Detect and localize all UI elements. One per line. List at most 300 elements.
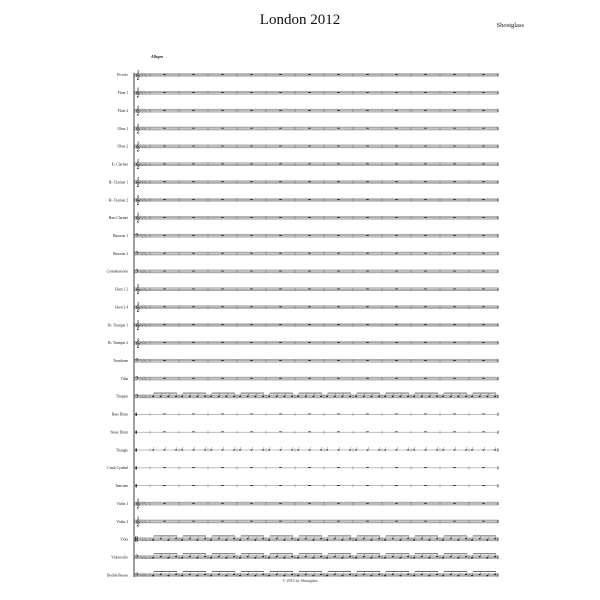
flat-icon: ♭: [143, 143, 146, 148]
whole-rest: [337, 74, 340, 75]
note-head: [334, 574, 336, 575]
whole-rest: [192, 467, 195, 468]
flat-icon: ♭: [141, 234, 144, 239]
note-head: [413, 396, 415, 397]
note-head: [465, 538, 467, 539]
whole-rest: [453, 431, 456, 432]
note-head: [392, 556, 394, 557]
whole-rest: [221, 199, 224, 200]
whole-rest: [337, 271, 340, 272]
whole-rest: [308, 271, 311, 272]
whole-rest: [424, 199, 427, 200]
whole-rest: [279, 324, 282, 325]
flat-icon: ♭: [141, 573, 144, 578]
whole-rest: [308, 146, 311, 147]
composer-name: Shostglass: [496, 22, 524, 29]
note-head: [407, 538, 409, 539]
note-head: [305, 538, 307, 539]
whole-rest: [366, 521, 369, 522]
flat-icon: ♭: [145, 127, 148, 132]
whole-rest: [250, 306, 253, 307]
note-head: [479, 574, 481, 575]
note-head: [160, 556, 162, 557]
note-head: [428, 575, 430, 576]
flat-icon: ♭: [141, 216, 144, 221]
note-head: [349, 574, 351, 575]
whole-rest: [482, 92, 485, 93]
percussion-clef-icon: [136, 484, 137, 487]
note-head: [363, 396, 365, 397]
note-head: [196, 539, 198, 540]
whole-rest: [192, 74, 195, 75]
note-head: [326, 396, 328, 397]
whole-rest: [308, 199, 311, 200]
flat-icon: ♭: [145, 395, 148, 400]
whole-rest: [308, 128, 311, 129]
whole-rest: [395, 181, 398, 182]
whole-rest: [221, 306, 224, 307]
whole-rest: [192, 146, 195, 147]
whole-rest: [192, 110, 195, 111]
whole-rest: [279, 467, 282, 468]
whole-rest: [221, 110, 224, 111]
flat-icon: ♭: [145, 216, 148, 221]
whole-rest: [163, 414, 166, 415]
note-head: [218, 538, 220, 539]
whole-rest: [453, 324, 456, 325]
note-head: [225, 575, 227, 576]
flat-icon: ♭: [143, 108, 146, 113]
note-head: [254, 575, 256, 576]
clef-icon: 𝄞: [135, 141, 141, 152]
whole-rest: [453, 485, 456, 486]
whole-rest: [163, 289, 166, 290]
whole-rest: [279, 360, 282, 361]
note-head: [378, 538, 380, 539]
note-head: [341, 539, 343, 540]
flat-icon: ♭: [143, 358, 146, 363]
flat-icon: ♭: [145, 305, 148, 310]
flat-icon: ♭: [140, 161, 142, 166]
whole-rest: [424, 521, 427, 522]
note-head: [471, 449, 473, 450]
clef-icon: 𝄞: [135, 320, 141, 331]
instrument-label: Triangle: [115, 448, 128, 453]
whole-rest: [482, 110, 485, 111]
note-head: [239, 575, 241, 576]
whole-rest: [395, 431, 398, 432]
note-head: [251, 449, 253, 450]
whole-rest: [366, 253, 369, 254]
whole-rest: [395, 306, 398, 307]
note-head: [334, 556, 336, 557]
clef-icon: 𝄢: [135, 375, 139, 383]
whole-rest: [221, 181, 224, 182]
note-head: [247, 396, 249, 397]
whole-rest: [250, 324, 253, 325]
note-head: [239, 449, 241, 450]
note-head: [407, 449, 409, 450]
whole-rest: [395, 503, 398, 504]
note-head: [421, 556, 423, 557]
whole-rest: [279, 485, 282, 486]
note-head: [233, 556, 235, 557]
note-head: [442, 449, 444, 450]
staff-21: [111, 430, 498, 434]
staff-26: [116, 516, 498, 527]
clef-icon: 𝄞: [135, 88, 141, 99]
whole-rest: [395, 163, 398, 164]
whole-rest: [221, 235, 224, 236]
whole-rest: [308, 414, 311, 415]
flat-icon: ♭: [141, 520, 144, 525]
note-head: [436, 449, 438, 450]
whole-rest: [163, 503, 166, 504]
note-head: [152, 396, 154, 397]
note-head: [210, 449, 212, 450]
whole-rest: [279, 431, 282, 432]
whole-rest: [279, 271, 282, 272]
staff-19: [116, 393, 498, 401]
note-head: [326, 449, 328, 450]
note-head: [370, 557, 372, 558]
instrument-label: Bassoon 2: [113, 251, 128, 256]
note-head: [218, 396, 220, 397]
flat-icon: ♭: [143, 197, 146, 202]
note-head: [164, 449, 166, 450]
instrument-label: Horn 1 2: [115, 287, 128, 292]
whole-rest: [163, 306, 166, 307]
staff-10: [113, 233, 498, 240]
note-head: [370, 539, 372, 540]
whole-rest: [482, 289, 485, 290]
note-head: [355, 557, 357, 558]
note-head: [384, 449, 386, 450]
note-head: [189, 538, 191, 539]
whole-rest: [221, 92, 224, 93]
staff-25: [116, 498, 498, 509]
whole-rest: [424, 253, 427, 254]
flat-icon: ♭: [141, 341, 144, 346]
clef-icon: 𝄢: [135, 358, 139, 366]
whole-rest: [453, 163, 456, 164]
note-head: [262, 574, 264, 575]
note-head: [479, 538, 481, 539]
whole-rest: [424, 414, 427, 415]
flat-icon: ♭: [140, 197, 142, 202]
whole-rest: [163, 271, 166, 272]
whole-rest: [221, 324, 224, 325]
note-head: [276, 538, 278, 539]
note-head: [349, 449, 351, 450]
whole-rest: [337, 467, 340, 468]
whole-rest: [250, 414, 253, 415]
note-head: [222, 449, 224, 450]
flat-icon: ♭: [145, 555, 148, 560]
instrument-label: Timpani: [115, 394, 128, 399]
whole-rest: [192, 163, 195, 164]
note-head: [305, 574, 307, 575]
whole-rest: [163, 199, 166, 200]
percussion-clef-icon: [136, 431, 137, 434]
whole-rest: [337, 110, 340, 111]
whole-rest: [453, 199, 456, 200]
note-head: [326, 575, 328, 576]
whole-rest: [366, 467, 369, 468]
whole-rest: [250, 378, 253, 379]
note-head: [355, 575, 357, 576]
whole-rest: [337, 521, 340, 522]
whole-rest: [337, 235, 340, 236]
flat-icon: ♭: [143, 125, 146, 130]
whole-rest: [250, 74, 253, 75]
instrument-label: Oboe 1: [117, 126, 128, 131]
whole-rest: [163, 431, 166, 432]
whole-rest: [366, 289, 369, 290]
flat-icon: ♭: [140, 125, 142, 130]
staff-24: [115, 484, 498, 488]
whole-rest: [482, 503, 485, 504]
note-head: [210, 539, 212, 540]
note-head: [320, 538, 322, 539]
note-head: [407, 574, 409, 575]
staff-7: [109, 177, 498, 188]
note-head: [326, 539, 328, 540]
instrument-label: Piccolo: [117, 73, 128, 78]
whole-rest: [250, 521, 253, 522]
percussion-clef-icon: [136, 449, 137, 452]
note-head: [349, 538, 351, 539]
whole-rest: [453, 414, 456, 415]
whole-rest: [453, 146, 456, 147]
whole-rest: [279, 503, 282, 504]
note-head: [399, 557, 401, 558]
flat-icon: ♭: [141, 305, 144, 310]
whole-rest: [482, 199, 485, 200]
whole-rest: [192, 378, 195, 379]
instrument-label: Violin 1: [116, 501, 128, 506]
note-head: [280, 449, 282, 450]
whole-rest: [192, 92, 195, 93]
flat-icon: ♭: [145, 252, 148, 257]
whole-rest: [163, 485, 166, 486]
whole-rest: [482, 306, 485, 307]
flat-icon: ♭: [140, 358, 142, 363]
whole-rest: [308, 324, 311, 325]
whole-rest: [337, 146, 340, 147]
whole-rest: [366, 235, 369, 236]
note-head: [283, 539, 285, 540]
note-head: [233, 574, 235, 575]
note-head: [204, 556, 206, 557]
instrument-label: Snare Drum: [110, 430, 128, 435]
whole-rest: [395, 414, 398, 415]
whole-rest: [192, 414, 195, 415]
whole-rest: [192, 521, 195, 522]
note-head: [454, 449, 456, 450]
whole-rest: [366, 485, 369, 486]
note-head: [320, 396, 322, 397]
staff-6: [112, 159, 498, 170]
staff-17: [113, 358, 498, 365]
flat-icon: ♭: [143, 233, 146, 238]
whole-rest: [424, 217, 427, 218]
instrument-label: Bassoon 1: [113, 233, 128, 238]
staff-20: [112, 413, 498, 417]
note-head: [204, 574, 206, 575]
whole-rest: [250, 503, 253, 504]
note-head: [262, 538, 264, 539]
whole-rest: [366, 503, 369, 504]
whole-rest: [453, 271, 456, 272]
whole-rest: [482, 414, 485, 415]
clef-icon: 𝄢: [135, 393, 139, 401]
clef-icon: 𝄞: [135, 70, 141, 81]
note-head: [413, 557, 415, 558]
clef-icon: 𝄞: [135, 213, 141, 224]
note-head: [152, 539, 154, 540]
note-head: [305, 556, 307, 557]
flat-icon: ♭: [141, 395, 144, 400]
note-head: [312, 575, 314, 576]
note-head: [175, 574, 177, 575]
whole-rest: [366, 199, 369, 200]
whole-rest: [453, 342, 456, 343]
note-head: [355, 539, 357, 540]
whole-rest: [279, 217, 282, 218]
whole-rest: [308, 163, 311, 164]
note-head: [312, 539, 314, 540]
note-head: [225, 539, 227, 540]
whole-rest: [424, 271, 427, 272]
instrument-label: B♭ Trumpet 1: [108, 323, 128, 328]
whole-rest: [424, 289, 427, 290]
instrument-label: B♭ Clarinet 1: [108, 180, 128, 185]
instrument-label: Crash Cymbal: [107, 466, 128, 471]
note-head: [349, 556, 351, 557]
note-head: [442, 575, 444, 576]
whole-rest: [366, 110, 369, 111]
instrument-label: Oboe 2: [117, 144, 128, 149]
whole-rest: [366, 146, 369, 147]
whole-rest: [308, 378, 311, 379]
whole-rest: [250, 253, 253, 254]
whole-rest: [395, 92, 398, 93]
whole-rest: [221, 163, 224, 164]
note-head: [268, 575, 270, 576]
whole-rest: [424, 503, 427, 504]
note-head: [355, 396, 357, 397]
whole-rest: [424, 324, 427, 325]
note-head: [367, 449, 369, 450]
note-head: [334, 538, 336, 539]
instrument-label: Violoncello: [111, 555, 128, 560]
clef-icon: 𝄢: [135, 250, 139, 258]
note-head: [471, 557, 473, 558]
note-head: [268, 396, 270, 397]
note-head: [326, 557, 328, 558]
flat-icon: ♭: [140, 268, 142, 273]
flat-icon: ♭: [141, 502, 144, 507]
whole-rest: [366, 378, 369, 379]
whole-rest: [279, 378, 282, 379]
whole-rest: [163, 253, 166, 254]
whole-rest: [192, 289, 195, 290]
whole-rest: [424, 181, 427, 182]
note-head: [341, 557, 343, 558]
flat-icon: ♭: [143, 340, 146, 345]
flat-icon: ♭: [141, 198, 144, 203]
whole-rest: [453, 217, 456, 218]
note-head: [210, 396, 212, 397]
whole-rest: [279, 253, 282, 254]
whole-rest: [221, 271, 224, 272]
whole-rest: [279, 110, 282, 111]
note-head: [189, 574, 191, 575]
note-head: [399, 575, 401, 576]
note-head: [436, 538, 438, 539]
whole-rest: [424, 360, 427, 361]
whole-rest: [308, 253, 311, 254]
clef-icon: 𝄞: [135, 123, 141, 134]
instrument-label: Viola: [120, 537, 128, 542]
whole-rest: [221, 342, 224, 343]
note-head: [396, 449, 398, 450]
flat-icon: ♭: [145, 198, 148, 203]
clef-icon: 𝄢: [135, 268, 139, 276]
whole-rest: [163, 235, 166, 236]
whole-rest: [250, 92, 253, 93]
instrument-label: Tam-tam: [115, 484, 128, 489]
whole-rest: [163, 342, 166, 343]
whole-rest: [250, 217, 253, 218]
flat-icon: ♭: [140, 536, 142, 541]
whole-rest: [250, 110, 253, 111]
whole-rest: [366, 163, 369, 164]
note-head: [196, 575, 198, 576]
whole-rest: [482, 271, 485, 272]
note-head: [204, 538, 206, 539]
note-head: [291, 556, 293, 557]
whole-rest: [221, 74, 224, 75]
whole-rest: [424, 467, 427, 468]
whole-rest: [482, 146, 485, 147]
whole-rest: [337, 342, 340, 343]
note-head: [442, 557, 444, 558]
note-head: [450, 556, 452, 557]
flat-icon: ♭: [140, 215, 142, 220]
staff-12: [107, 269, 498, 276]
flat-icon: ♭: [143, 322, 146, 327]
whole-rest: [308, 431, 311, 432]
whole-rest: [337, 324, 340, 325]
note-head: [175, 449, 177, 450]
whole-rest: [337, 360, 340, 361]
clef-icon: 𝄞: [135, 302, 141, 313]
note-head: [399, 539, 401, 540]
note-head: [167, 557, 169, 558]
note-head: [225, 557, 227, 558]
whole-rest: [308, 235, 311, 236]
note-head: [355, 449, 357, 450]
whole-rest: [337, 431, 340, 432]
note-head: [428, 396, 430, 397]
clef-icon: 𝄞: [135, 284, 141, 295]
flat-icon: ♭: [145, 270, 148, 275]
whole-rest: [453, 360, 456, 361]
whole-rest: [163, 92, 166, 93]
note-head: [407, 396, 409, 397]
